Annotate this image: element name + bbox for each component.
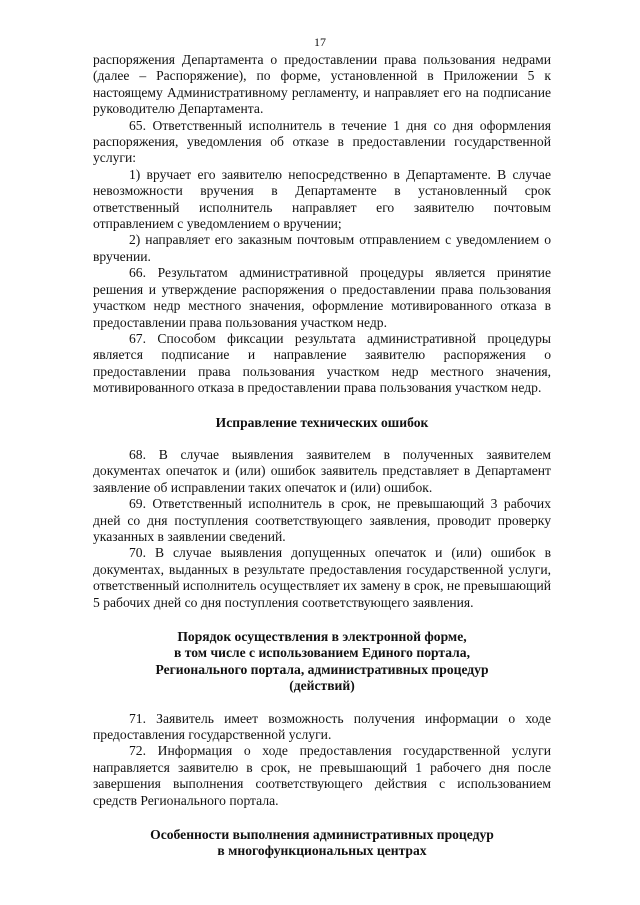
paragraph-68: 68. В случае выявления заявителем в полученных заявителем документах опечаток и (или) ошибок заявитель представляет в Департамент заявление об исправлении таких опечаток и (или) ошибок. <box>93 446 551 495</box>
list-item-2: 2) направляет его заказным почтовым отправлением с уведомлением о вручении. <box>93 232 551 264</box>
heading-line: Регионального портала, административных процедур <box>155 661 489 677</box>
section-heading-technical-errors <box>93 415 551 431</box>
heading-line: Исправление технических ошибок <box>215 414 429 430</box>
section-heading-mfc <box>93 827 551 860</box>
paragraph-72: 72. Информация о ходе предоставления государственной услуги направляется заявителю в срок, не превышающий 1 рабочего дня после завершения выполнения соответствующего действия с использованием средств Регионального портала. <box>93 743 551 808</box>
paragraph-71: 71. Заявитель имеет возможность получения информации о ходе предоставления государственной услуги. <box>93 710 551 743</box>
paragraph-69: 69. Ответственный исполнитель в срок, не превышающий 3 рабочих дней со дня поступления соответствующего заявления, проводит проверку указанных в заявлении сведений. <box>93 496 551 544</box>
heading-line: в том числе с использованием Единого портала, <box>174 645 470 661</box>
heading-line: (действий) <box>289 678 355 694</box>
page-content <box>93 52 551 860</box>
paragraph-65: 65. Ответственный исполнитель в течение 1 дня со дня оформления распоряжения, уведомления об отказе в предоставлении государственной услуги: <box>93 117 551 166</box>
paragraph-continuation: распоряжения Департамента о предоставлении права пользования недрами (далее – Распоряжение), по форме, установленной в Приложении 5 к настоящему Административному регламенту, и направляет его на подписание руководителю Департамента. <box>93 52 551 117</box>
list-item-1: 1) вручает его заявителю непосредственно в Департаменте. В случае невозможности вручения в Департаменте в установленный срок ответственный исполнитель направляет его заявителю почтовым отправлением с уведомлением о вручении; <box>93 166 551 232</box>
section-heading-electronic-form <box>93 629 551 695</box>
heading-line: Особенности выполнения административных процедур <box>150 827 494 843</box>
heading-line: в многофункциональных центрах <box>217 843 427 859</box>
paragraph-66: 66. Результатом административной процедуры является принятие решения и утверждение распоряжения о предоставлении права пользования участком недр местного значения, оформление мотивированного отказа в предоставлении права пользования участком недр. <box>93 265 551 330</box>
page-number: 17 <box>314 35 326 49</box>
paragraph-70: 70. В случае выявления допущенных опечаток и (или) ошибок в документах, выданных в результате предоставления государственной услуги, ответственный исполнитель осуществляет их замену в срок, не превышающий 5 рабочих дней со дня поступления соответствующего заявления. <box>93 545 551 610</box>
paragraph-67: 67. Способом фиксации результата административной процедуры является подписание и направление заявителю распоряжения о предоставлении права пользования участком недр местного значения, мотивированного отказа в предоставлении права пользования участком недр. <box>93 330 551 396</box>
heading-line: Порядок осуществления в электронной форме, <box>177 629 467 644</box>
